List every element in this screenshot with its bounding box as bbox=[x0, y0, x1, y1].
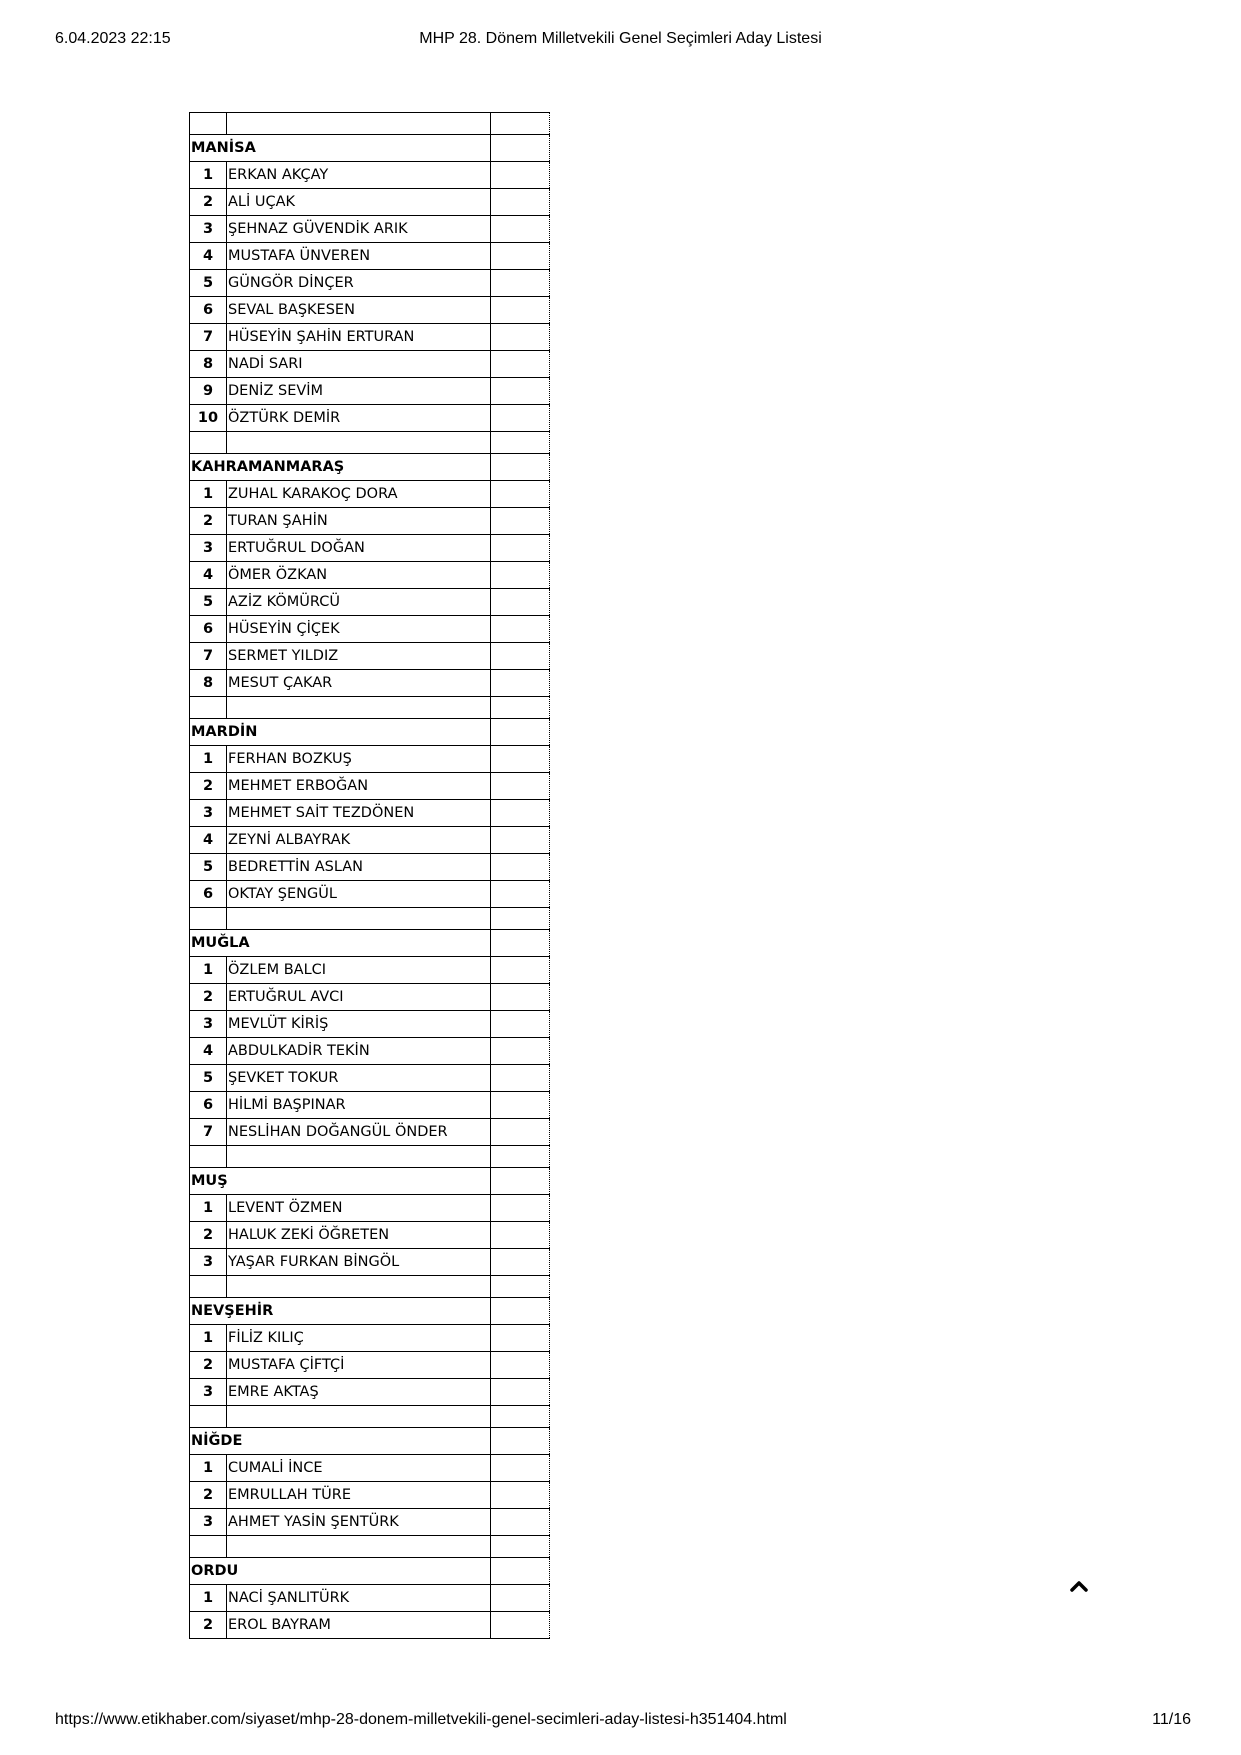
candidate-rank: 2 bbox=[190, 984, 227, 1011]
empty-cell bbox=[491, 1558, 550, 1585]
province-row bbox=[190, 930, 550, 957]
province-name: ORDU bbox=[190, 1558, 491, 1585]
candidate-rank: 6 bbox=[190, 297, 227, 324]
empty-cell bbox=[227, 697, 491, 719]
page-url: https://www.etikhaber.com/siyaset/mhp-28-donem-milletvekili-genel-secimleri-aday-listesi-h351404.html bbox=[55, 1711, 787, 1728]
candidate-rank: 3 bbox=[190, 1379, 227, 1406]
table-row bbox=[190, 1585, 550, 1612]
candidate-rank: 10 bbox=[190, 405, 227, 432]
empty-cell bbox=[491, 697, 550, 719]
empty-cell bbox=[491, 324, 550, 351]
province-name: MUĞLA bbox=[190, 930, 491, 957]
candidate-name: ALİ UÇAK bbox=[227, 189, 491, 216]
table-row bbox=[190, 243, 550, 270]
spacer-row bbox=[190, 1276, 550, 1298]
empty-cell bbox=[491, 216, 550, 243]
candidate-name: OKTAY ŞENGÜL bbox=[227, 881, 491, 908]
province-row bbox=[190, 1428, 550, 1455]
candidate-name: MUSTAFA ÜNVEREN bbox=[227, 243, 491, 270]
chevron-up-icon bbox=[1068, 1576, 1090, 1598]
empty-cell bbox=[491, 854, 550, 881]
empty-cell bbox=[491, 135, 550, 162]
candidate-name: ÖMER ÖZKAN bbox=[227, 562, 491, 589]
candidate-name: MEVLÜT KİRİŞ bbox=[227, 1011, 491, 1038]
empty-cell bbox=[491, 1379, 550, 1406]
candidate-name: HALUK ZEKİ ÖĞRETEN bbox=[227, 1222, 491, 1249]
table-row bbox=[190, 881, 550, 908]
empty-cell bbox=[491, 930, 550, 957]
candidate-rank: 4 bbox=[190, 562, 227, 589]
empty-cell bbox=[491, 1298, 550, 1325]
spacer-row bbox=[190, 1536, 550, 1558]
candidate-name: HÜSEYİN ŞAHİN ERTURAN bbox=[227, 324, 491, 351]
empty-cell bbox=[227, 432, 491, 454]
table-row bbox=[190, 589, 550, 616]
candidate-name: NESLİHAN DOĞANGÜL ÖNDER bbox=[227, 1119, 491, 1146]
candidate-name: ERTUĞRUL DOĞAN bbox=[227, 535, 491, 562]
candidate-name: ŞEHNAZ GÜVENDİK ARIK bbox=[227, 216, 491, 243]
candidate-rank: 2 bbox=[190, 189, 227, 216]
print-datetime: 6.04.2023 22:15 bbox=[55, 30, 171, 47]
candidate-rank: 7 bbox=[190, 1119, 227, 1146]
table-row bbox=[190, 1195, 550, 1222]
empty-cell bbox=[491, 957, 550, 984]
candidate-name: DENİZ SEVİM bbox=[227, 378, 491, 405]
table-row bbox=[190, 1092, 550, 1119]
table-row bbox=[190, 854, 550, 881]
table-row bbox=[190, 324, 550, 351]
empty-cell bbox=[491, 1352, 550, 1379]
candidate-rank: 3 bbox=[190, 1249, 227, 1276]
empty-cell bbox=[491, 1406, 550, 1428]
table-row bbox=[190, 481, 550, 508]
table-row bbox=[190, 1612, 550, 1639]
empty-cell bbox=[491, 351, 550, 378]
empty-cell bbox=[491, 1146, 550, 1168]
candidate-name: YAŞAR FURKAN BİNGÖL bbox=[227, 1249, 491, 1276]
table-row bbox=[190, 216, 550, 243]
candidate-rank: 5 bbox=[190, 589, 227, 616]
candidate-rank: 9 bbox=[190, 378, 227, 405]
empty-cell bbox=[491, 1011, 550, 1038]
candidate-name: ÖZTÜRK DEMİR bbox=[227, 405, 491, 432]
candidate-name: EMRULLAH TÜRE bbox=[227, 1482, 491, 1509]
candidate-name: ERTUĞRUL AVCI bbox=[227, 984, 491, 1011]
province-row bbox=[190, 1558, 550, 1585]
province-row bbox=[190, 719, 550, 746]
table-row bbox=[190, 643, 550, 670]
empty-cell bbox=[227, 113, 491, 135]
table-row bbox=[190, 1119, 550, 1146]
candidate-name: FERHAN BOZKUŞ bbox=[227, 746, 491, 773]
empty-cell bbox=[491, 616, 550, 643]
candidate-rank: 4 bbox=[190, 1038, 227, 1065]
spacer-row bbox=[190, 1406, 550, 1428]
empty-cell bbox=[190, 113, 227, 135]
candidate-rank: 3 bbox=[190, 216, 227, 243]
candidate-name: MEHMET ERBOĞAN bbox=[227, 773, 491, 800]
candidate-table bbox=[189, 112, 550, 1639]
candidate-rank: 6 bbox=[190, 1092, 227, 1119]
empty-cell bbox=[190, 1536, 227, 1558]
empty-cell bbox=[491, 189, 550, 216]
candidate-name: SEVAL BAŞKESEN bbox=[227, 297, 491, 324]
candidate-rank: 4 bbox=[190, 827, 227, 854]
empty-cell bbox=[491, 1195, 550, 1222]
table-row bbox=[190, 270, 550, 297]
candidate-rank: 1 bbox=[190, 1195, 227, 1222]
empty-cell bbox=[491, 1092, 550, 1119]
empty-cell bbox=[491, 535, 550, 562]
table-row bbox=[190, 508, 550, 535]
province-row bbox=[190, 1168, 550, 1195]
table-row bbox=[190, 351, 550, 378]
table-row bbox=[190, 1379, 550, 1406]
table-row bbox=[190, 1509, 550, 1536]
empty-cell bbox=[491, 800, 550, 827]
empty-cell bbox=[491, 1276, 550, 1298]
candidate-name: SERMET YILDIZ bbox=[227, 643, 491, 670]
candidate-rank: 7 bbox=[190, 643, 227, 670]
candidate-rank: 1 bbox=[190, 746, 227, 773]
candidate-rank: 1 bbox=[190, 1585, 227, 1612]
empty-cell bbox=[491, 1065, 550, 1092]
province-name: NEVŞEHİR bbox=[190, 1298, 491, 1325]
candidate-name: TURAN ŞAHİN bbox=[227, 508, 491, 535]
candidate-rank: 5 bbox=[190, 1065, 227, 1092]
empty-cell bbox=[227, 1406, 491, 1428]
empty-cell bbox=[491, 1325, 550, 1352]
candidate-rank: 2 bbox=[190, 508, 227, 535]
empty-cell bbox=[491, 113, 550, 135]
candidate-name: ZUHAL KARAKOÇ DORA bbox=[227, 481, 491, 508]
spacer-row bbox=[190, 432, 550, 454]
empty-cell bbox=[491, 243, 550, 270]
table-row bbox=[190, 1482, 550, 1509]
empty-cell bbox=[491, 1585, 550, 1612]
table-row bbox=[190, 1065, 550, 1092]
table-row bbox=[190, 535, 550, 562]
empty-cell bbox=[491, 1249, 550, 1276]
empty-cell bbox=[491, 432, 550, 454]
candidate-rank: 1 bbox=[190, 1455, 227, 1482]
candidate-name: ŞEVKET TOKUR bbox=[227, 1065, 491, 1092]
empty-cell bbox=[491, 481, 550, 508]
candidate-rank: 6 bbox=[190, 881, 227, 908]
table-row bbox=[190, 1352, 550, 1379]
empty-cell bbox=[491, 1038, 550, 1065]
candidate-name: ZEYNİ ALBAYRAK bbox=[227, 827, 491, 854]
province-row bbox=[190, 454, 550, 481]
table-row bbox=[190, 378, 550, 405]
candidate-rank: 3 bbox=[190, 800, 227, 827]
candidate-name: MEHMET SAİT TEZDÖNEN bbox=[227, 800, 491, 827]
empty-cell bbox=[190, 1406, 227, 1428]
candidate-rank: 1 bbox=[190, 1325, 227, 1352]
candidate-rank: 5 bbox=[190, 854, 227, 881]
empty-cell bbox=[491, 908, 550, 930]
table-row bbox=[190, 827, 550, 854]
empty-cell bbox=[227, 1146, 491, 1168]
candidate-name: CUMALİ İNCE bbox=[227, 1455, 491, 1482]
candidate-rank: 5 bbox=[190, 270, 227, 297]
table-row bbox=[190, 984, 550, 1011]
empty-cell bbox=[491, 378, 550, 405]
candidate-name: EROL BAYRAM bbox=[227, 1612, 491, 1639]
candidate-name: MUSTAFA ÇİFTÇİ bbox=[227, 1352, 491, 1379]
empty-cell bbox=[491, 746, 550, 773]
empty-cell bbox=[190, 1146, 227, 1168]
empty-cell bbox=[491, 827, 550, 854]
candidate-name: LEVENT ÖZMEN bbox=[227, 1195, 491, 1222]
empty-cell bbox=[491, 270, 550, 297]
candidate-name: ÖZLEM BALCI bbox=[227, 957, 491, 984]
table-row bbox=[190, 162, 550, 189]
empty-cell bbox=[491, 589, 550, 616]
candidate-name: HİLMİ BAŞPINAR bbox=[227, 1092, 491, 1119]
candidate-rank: 3 bbox=[190, 1011, 227, 1038]
empty-cell bbox=[491, 562, 550, 589]
candidate-name: NACİ ŞANLITÜRK bbox=[227, 1585, 491, 1612]
table-row bbox=[190, 773, 550, 800]
table-row bbox=[190, 1038, 550, 1065]
empty-cell bbox=[491, 508, 550, 535]
candidate-rank: 7 bbox=[190, 324, 227, 351]
province-row bbox=[190, 1298, 550, 1325]
empty-cell bbox=[227, 1276, 491, 1298]
empty-cell bbox=[491, 1119, 550, 1146]
empty-cell bbox=[491, 1536, 550, 1558]
province-name: MANİSA bbox=[190, 135, 491, 162]
spacer-row bbox=[190, 908, 550, 930]
candidate-name: EMRE AKTAŞ bbox=[227, 1379, 491, 1406]
page-title: MHP 28. Dönem Milletvekili Genel Seçimleri Aday Listesi bbox=[419, 30, 822, 47]
empty-cell bbox=[491, 1455, 550, 1482]
province-name: NİĞDE bbox=[190, 1428, 491, 1455]
province-name: MUŞ bbox=[190, 1168, 491, 1195]
empty-cell bbox=[491, 454, 550, 481]
candidate-rank: 2 bbox=[190, 1612, 227, 1639]
empty-cell bbox=[491, 1482, 550, 1509]
province-name: MARDİN bbox=[190, 719, 491, 746]
table-row bbox=[190, 297, 550, 324]
empty-cell bbox=[491, 1428, 550, 1455]
candidate-name: BEDRETTİN ASLAN bbox=[227, 854, 491, 881]
candidate-rank: 8 bbox=[190, 351, 227, 378]
empty-cell bbox=[491, 162, 550, 189]
candidate-name: ERKAN AKÇAY bbox=[227, 162, 491, 189]
table-row bbox=[190, 562, 550, 589]
empty-cell bbox=[491, 297, 550, 324]
candidate-rank: 2 bbox=[190, 1222, 227, 1249]
candidate-name: HÜSEYİN ÇİÇEK bbox=[227, 616, 491, 643]
empty-cell bbox=[491, 984, 550, 1011]
spacer-row bbox=[190, 113, 550, 135]
candidate-name: AHMET YASİN ŞENTÜRK bbox=[227, 1509, 491, 1536]
spacer-row bbox=[190, 1146, 550, 1168]
table-row bbox=[190, 189, 550, 216]
table-row bbox=[190, 800, 550, 827]
empty-cell bbox=[491, 1222, 550, 1249]
empty-cell bbox=[491, 719, 550, 746]
candidate-rank: 8 bbox=[190, 670, 227, 697]
empty-cell bbox=[491, 1168, 550, 1195]
candidate-name: AZİZ KÖMÜRCÜ bbox=[227, 589, 491, 616]
empty-cell bbox=[190, 432, 227, 454]
spacer-row bbox=[190, 697, 550, 719]
province-name: KAHRAMANMARAŞ bbox=[190, 454, 491, 481]
empty-cell bbox=[491, 773, 550, 800]
empty-cell bbox=[190, 908, 227, 930]
table-row bbox=[190, 616, 550, 643]
table-row bbox=[190, 746, 550, 773]
candidate-rank: 2 bbox=[190, 773, 227, 800]
table-row bbox=[190, 1325, 550, 1352]
candidate-name: MESUT ÇAKAR bbox=[227, 670, 491, 697]
table-row bbox=[190, 405, 550, 432]
candidate-rank: 3 bbox=[190, 535, 227, 562]
candidate-name: GÜNGÖR DİNÇER bbox=[227, 270, 491, 297]
empty-cell bbox=[190, 697, 227, 719]
candidate-rank: 2 bbox=[190, 1482, 227, 1509]
scroll-to-top-button[interactable] bbox=[1068, 1576, 1090, 1598]
candidate-rank: 1 bbox=[190, 162, 227, 189]
empty-cell bbox=[491, 643, 550, 670]
candidate-name: FİLİZ KILIÇ bbox=[227, 1325, 491, 1352]
candidate-name: ABDULKADİR TEKİN bbox=[227, 1038, 491, 1065]
candidate-rank: 6 bbox=[190, 616, 227, 643]
table-row bbox=[190, 1249, 550, 1276]
candidate-rank: 1 bbox=[190, 957, 227, 984]
candidate-rank: 2 bbox=[190, 1352, 227, 1379]
table-row bbox=[190, 670, 550, 697]
candidate-rank: 4 bbox=[190, 243, 227, 270]
empty-cell bbox=[491, 1509, 550, 1536]
empty-cell bbox=[491, 881, 550, 908]
candidate-rank: 1 bbox=[190, 481, 227, 508]
empty-cell bbox=[227, 908, 491, 930]
table-row bbox=[190, 1455, 550, 1482]
table-row bbox=[190, 1011, 550, 1038]
table-row bbox=[190, 1222, 550, 1249]
empty-cell bbox=[227, 1536, 491, 1558]
page-number: 11/16 bbox=[1152, 1711, 1191, 1728]
empty-cell bbox=[491, 670, 550, 697]
table-row bbox=[190, 957, 550, 984]
candidate-name: NADİ SARI bbox=[227, 351, 491, 378]
empty-cell bbox=[190, 1276, 227, 1298]
empty-cell bbox=[491, 1612, 550, 1639]
empty-cell bbox=[491, 405, 550, 432]
candidate-rank: 3 bbox=[190, 1509, 227, 1536]
province-row bbox=[190, 135, 550, 162]
